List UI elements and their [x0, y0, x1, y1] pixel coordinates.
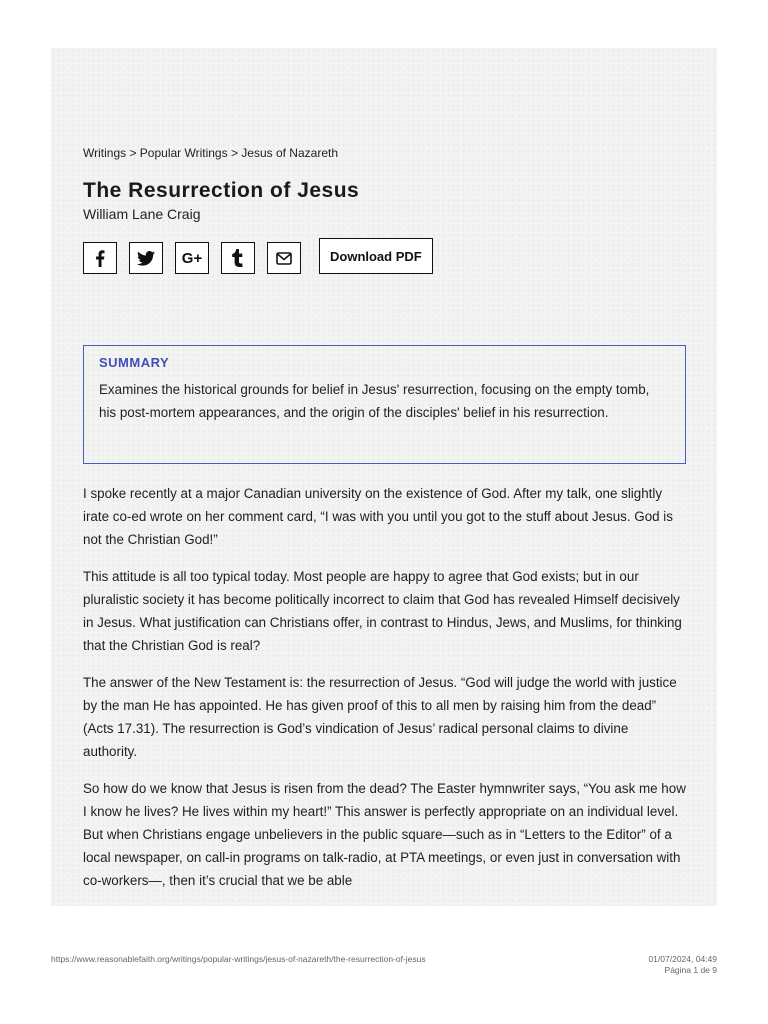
body-paragraph: This attitude is all too typical today. Most people are happy to agree that God exists; but in our pluralistic society it has become politically incorrect to claim that God has revealed Himself decisively in Jesus. What justification can Christians offer, in contrast to Hindus, Jews, and Muslims, for thinking that the Christian God is real?: [83, 569, 682, 653]
share-google-plus-button[interactable]: [175, 242, 209, 274]
google-plus-icon: G+: [181, 249, 203, 267]
share-tumblr-button[interactable]: [221, 242, 255, 274]
footer-datetime: 01/07/2024, 04:49: [648, 954, 717, 964]
share-bar: [83, 242, 301, 274]
body-paragraph: So how do we know that Jesus is risen from the dead? The Easter hymnwriter says, “You ask me how I know he lives? He lives within my heart!” This answer is perfectly appropriate on an individual level. But when Christians engage unbelievers in the public square—such as in “Letters to the Editor” of a local newspaper, on call-in programs on talk-radio, at PTA meetings, or even just in conversation with co-workers—, then it’s crucial that we be able: [83, 781, 686, 888]
twitter-icon: [137, 251, 155, 266]
page-title: The Resurrection of Jesus: [83, 179, 360, 202]
footer-meta: [648, 954, 717, 976]
footer-url: https://www.reasonablefaith.org/writings/popular-writings/jesus-of-nazareth/the-resurrection-of-jesus: [51, 954, 426, 964]
email-icon: [276, 252, 292, 265]
summary-heading: SUMMARY: [99, 355, 170, 370]
footer-page-number: Página 1 de 9: [664, 965, 717, 975]
share-facebook-button[interactable]: [83, 242, 117, 274]
download-pdf-button[interactable]: Download PDF: [319, 238, 433, 274]
facebook-icon: [95, 250, 105, 267]
page-sheet: [51, 48, 717, 906]
article-body: [83, 482, 686, 906]
author-name: William Lane Craig: [83, 206, 201, 222]
body-paragraph: I spoke recently at a major Canadian university on the existence of God. After my talk, one slightly irate co-ed wrote on her comment card, “I was with you until you got to the stuff about Jesus. God is not the Christian God!”: [83, 486, 673, 547]
share-email-button[interactable]: [267, 242, 301, 274]
breadcrumb[interactable]: Writings > Popular Writings > Jesus of Nazareth: [83, 146, 338, 160]
tumblr-icon: [232, 249, 244, 267]
summary-box: [83, 345, 686, 464]
body-paragraph: The answer of the New Testament is: the resurrection of Jesus. “God will judge the world with justice by the man He has appointed. He has given proof of this to all men by raising him from the dead” (Acts 17.31). The resurrection is God’s vindication of Jesus’ radical personal claims to divine authority.: [83, 675, 677, 759]
summary-text: Examines the historical grounds for belief in Jesus' resurrection, focusing on the empty tomb, his post-mortem appearances, and the origin of the disciples' belief in his resurrection.: [99, 382, 650, 420]
share-twitter-button[interactable]: [129, 242, 163, 274]
